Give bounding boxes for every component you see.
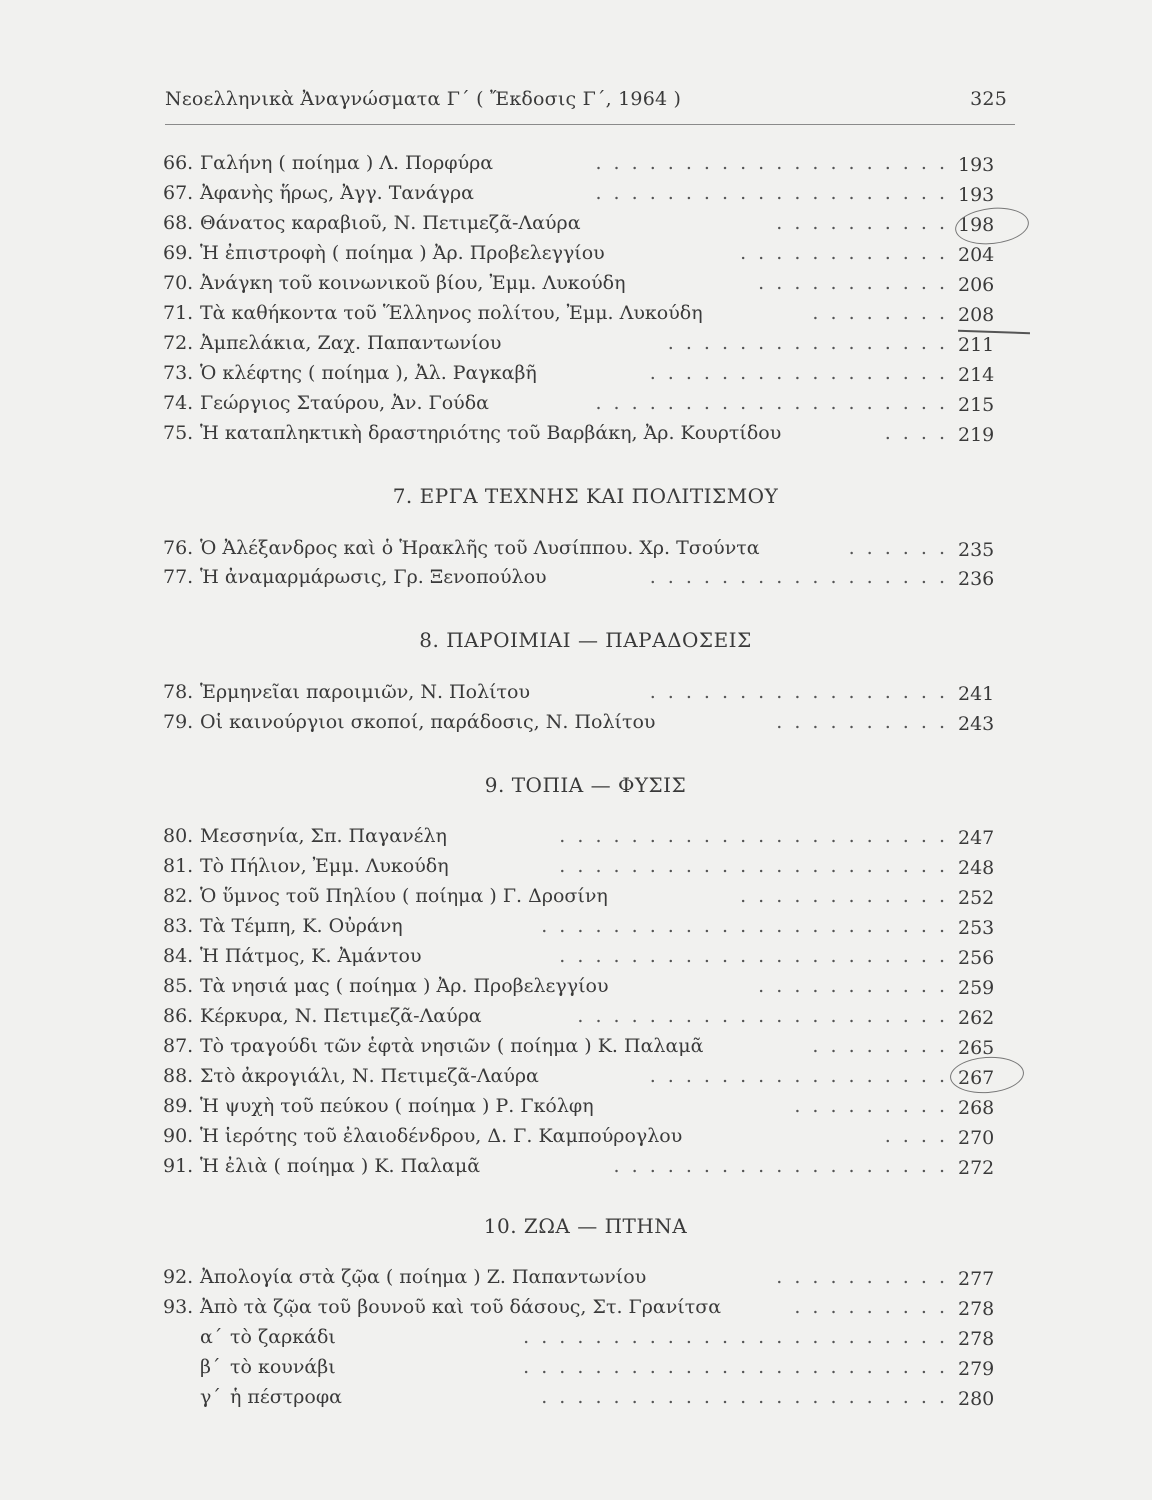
toc-entry [163, 1296, 1008, 1326]
entry-number: 69. [163, 242, 194, 264]
leader-dots: . . . . . . . . . . . . . . . . [667, 332, 948, 354]
toc-entry [163, 711, 1008, 741]
toc-entry [163, 1065, 1008, 1095]
leader-dots: . . . . . . . . . . . . . . . . . . . . [595, 182, 948, 204]
entry-page: 265 [958, 1037, 995, 1059]
entry-number: 70. [163, 272, 194, 294]
entry-title: Κέρκυρα, Ν. Πετιμεζᾶ-Λαύρα [200, 1005, 482, 1027]
entry-page: 243 [958, 713, 995, 735]
leader-dots: . . . . . . . . . . . . . . . . . . . . . . . [541, 1386, 948, 1408]
entry-page: 267 [958, 1067, 995, 1089]
running-header [165, 88, 1015, 110]
toc-entry [163, 1005, 1008, 1035]
entry-title: Ἡ ψυχὴ τοῦ πεύκου ( ποίημα ) Ρ. Γκόλφη [200, 1095, 594, 1117]
subentry-page: 278 [958, 1328, 995, 1350]
entry-page: 215 [958, 394, 995, 416]
leader-dots: . . . . . . . . . . [776, 212, 948, 234]
toc-entry [163, 182, 1008, 212]
entry-page: 211 [958, 334, 995, 356]
subentry-page: 279 [958, 1358, 995, 1380]
entry-page: 256 [958, 947, 995, 969]
leader-dots: . . . . . . . . . [794, 1296, 948, 1318]
toc-entry [163, 1035, 1008, 1065]
entry-number: 89. [163, 1095, 194, 1117]
entry-title: Ἡ ἐπιστροφὴ ( ποίημα ) Ἀρ. Προβελεγγίου [200, 242, 605, 264]
header-title: Νεοελληνικὰ Ἀναγνώσματα Γ´ ( Ἔκδοσις Γ´, 1964 ) [165, 88, 682, 110]
entry-page: 278 [958, 1298, 995, 1320]
entry-page: 208 [958, 304, 995, 326]
entry-title: Οἱ καινούργιοι σκοποί, παράδοσις, Ν. Πολίτου [200, 711, 656, 733]
leader-dots: . . . . . . . . . . . . . . . . . . . . . [577, 1005, 948, 1027]
leader-dots: . . . . . . . . . . . [758, 975, 948, 997]
entry-number: 67. [163, 182, 194, 204]
entry-number: 71. [163, 302, 194, 324]
entry-title: Ἀνάγκη τοῦ κοινωνικοῦ βίου, Ἐμμ. Λυκούδη [200, 272, 626, 294]
entry-title: Ἡ καταπληκτικὴ δραστηριότης τοῦ Βαρβάκη, Ἀρ. Κουρτίδου [200, 422, 782, 444]
entry-page: 268 [958, 1097, 995, 1119]
header-page-number: 325 [970, 88, 1007, 110]
toc-entry [163, 332, 1008, 362]
entry-number: 87. [163, 1035, 194, 1057]
leader-dots: . . . . . . . . . . . . . . . . . . . . . . . . [523, 1356, 948, 1378]
toc-entry [163, 1095, 1008, 1125]
toc-entry [163, 1266, 1008, 1296]
entry-title: Ἀφανὴς ἥρως, Ἀγγ. Τανάγρα [200, 182, 474, 204]
section-heading: 7. ΕΡΓΑ ΤΕΧΝΗΣ ΚΑΙ ΠΟΛΙΤΙΣΜΟΥ [392, 484, 779, 508]
entry-page: 204 [958, 244, 995, 266]
entry-page: 193 [958, 154, 995, 176]
toc-subentry [200, 1386, 1008, 1416]
entry-page: 193 [958, 184, 995, 206]
entry-title: Ἀπὸ τὰ ζῷα τοῦ βουνοῦ καὶ τοῦ δάσους, Στ. Γρανίτσα [200, 1296, 722, 1318]
toc-entry [163, 152, 1008, 182]
subentry-letter: α´ [200, 1326, 223, 1348]
entry-page: 259 [958, 977, 995, 999]
entry-title: Ἡ ἀναμαρμάρωσις, Γρ. Ξενοπούλου [200, 566, 547, 588]
leader-dots: . . . . . . . . . . . . . . . . . [649, 362, 948, 384]
entry-number: 83. [163, 915, 194, 937]
entry-number: 76. [163, 537, 194, 559]
leader-dots: . . . . . . . . . . . . . . . . . . . . . . . . [523, 1326, 948, 1348]
leader-dots: . . . . . . . . . . . . . . . . . [649, 681, 948, 703]
entry-number: 81. [163, 855, 194, 877]
toc-entry [163, 302, 1008, 332]
entry-number: 68. [163, 212, 194, 234]
toc-entry [163, 855, 1008, 885]
leader-dots: . . . . . . . . [812, 302, 948, 324]
entry-title: Θάνατος καραβιοῦ, Ν. Πετιμεζᾶ-Λαύρα [200, 212, 581, 234]
entry-number: 78. [163, 681, 194, 703]
entry-page: 219 [958, 424, 995, 446]
entry-number: 86. [163, 1005, 194, 1027]
toc-entry [163, 885, 1008, 915]
entry-page: 253 [958, 917, 995, 939]
entry-number: 82. [163, 885, 194, 907]
toc-subentry [200, 1356, 1008, 1386]
entry-page: 277 [958, 1268, 995, 1290]
leader-dots: . . . . . . . . . . . . . . . . . . . [613, 1155, 948, 1177]
toc-entry [163, 537, 1008, 567]
leader-dots: . . . . . . . . . . . . . . . . . . . . . . [559, 825, 948, 847]
subentry-page: 280 [958, 1388, 995, 1410]
entry-title: Ὁ κλέφτης ( ποίημα ), Ἀλ. Ραγκαβῆ [200, 362, 537, 384]
leader-dots: . . . . . . . . . . . . . . . . . [649, 1065, 948, 1087]
toc-entry [163, 945, 1008, 975]
toc-entry [163, 1125, 1008, 1155]
leader-dots: . . . . . . . . . [794, 1095, 948, 1117]
subentry-letter: γ´ [200, 1386, 221, 1408]
entry-number: 93. [163, 1296, 194, 1318]
toc-entry [163, 681, 1008, 711]
toc-entry [163, 242, 1008, 272]
entry-title: Τὸ Πήλιον, Ἐμμ. Λυκούδη [200, 855, 449, 877]
subentry-title: τὸ ζαρκάδι [230, 1326, 336, 1348]
toc-entry [163, 422, 1008, 452]
leader-dots: . . . . [884, 1125, 948, 1147]
leader-dots: . . . . . . . . . . . . [740, 885, 948, 907]
entry-page: 252 [958, 887, 995, 909]
entry-title: Τὰ καθήκοντα τοῦ Ἕλληνος πολίτου, Ἐμμ. Λυκούδη [200, 302, 703, 324]
entry-number: 84. [163, 945, 194, 967]
entry-title: Γεώργιος Σταύρου, Ἀν. Γούδα [200, 392, 489, 414]
entry-number: 90. [163, 1125, 194, 1147]
entry-title: Ἡ Πάτμος, Κ. Ἀμάντου [200, 945, 422, 967]
entry-title: Ἡ ἐλιὰ ( ποίημα ) Κ. Παλαμᾶ [200, 1155, 481, 1177]
entry-number: 80. [163, 825, 194, 847]
entry-page: 272 [958, 1157, 995, 1179]
entry-number: 77. [163, 566, 194, 588]
entry-number: 79. [163, 711, 194, 733]
leader-dots: . . . . . . . . . . . . . . . . . . . . . . [559, 855, 948, 877]
header-rule [165, 124, 1015, 125]
leader-dots: . . . . . . . . . . . . . . . . . . . . . . [559, 945, 948, 967]
leader-dots: . . . . . . . . . . . . . . . . . . . . . . . [541, 915, 948, 937]
entry-page: 198 [958, 214, 995, 236]
entry-title: Τὰ νησιά μας ( ποίημα ) Ἀρ. Προβελεγγίου [200, 975, 609, 997]
toc-subentry [200, 1326, 1008, 1356]
toc-entry [163, 566, 1008, 596]
entry-title: Ὁ ὕμνος τοῦ Πηλίου ( ποίημα ) Γ. Δροσίνη [200, 885, 608, 907]
subentry-title: τὸ κουνάβι [230, 1356, 336, 1378]
entry-title: Γαλήνη ( ποίημα ) Λ. Πορφύρα [200, 152, 494, 174]
leader-dots: . . . . . . . . . . [776, 711, 948, 733]
entry-title: Στὸ ἀκρογιάλι, Ν. Πετιμεζᾶ-Λαύρα [200, 1065, 539, 1087]
entry-page: 214 [958, 364, 995, 386]
entry-title: Τὰ Τέμπη, Κ. Οὐράνη [200, 915, 403, 937]
leader-dots: . . . . . . . . . . . . . . . . . . . . [595, 392, 948, 414]
entry-title: Τὸ τραγούδι τῶν ἑφτὰ νησιῶν ( ποίημα ) Κ. Παλαμᾶ [200, 1035, 704, 1057]
toc-entry [163, 825, 1008, 855]
section-heading: 8. ΠΑΡΟΙΜΙΑΙ — ΠΑΡΑΔΟΣΕΙΣ [419, 628, 752, 652]
leader-dots: . . . . . . [848, 537, 948, 559]
section-heading: 10. ΖΩΑ — ΠΤΗΝΑ [483, 1214, 688, 1238]
toc-entry [163, 392, 1008, 422]
entry-page: 241 [958, 683, 995, 705]
entry-number: 66. [163, 152, 194, 174]
leader-dots: . . . . . . . . . . . [758, 272, 948, 294]
section-heading: 9. ΤΟΠΙΑ — ΦΥΣΙΣ [484, 773, 687, 797]
toc-entry [163, 212, 1008, 242]
entry-page: 270 [958, 1127, 995, 1149]
entry-number: 73. [163, 362, 194, 384]
leader-dots: . . . . . . . . [812, 1035, 948, 1057]
subentry-title: ἡ πέστροφα [230, 1386, 342, 1408]
toc-entry [163, 272, 1008, 302]
entry-number: 72. [163, 332, 194, 354]
entry-title: Ὁ Ἀλέξανδρος καὶ ὁ Ἡρακλῆς τοῦ Λυσίππου. Χρ. Τσούντα [200, 537, 760, 559]
leader-dots: . . . . . . . . . . . . [740, 242, 948, 264]
entry-title: Μεσσηνία, Σπ. Παγανέλη [200, 825, 447, 847]
toc-entry [163, 975, 1008, 1005]
entry-number: 92. [163, 1266, 194, 1288]
entry-page: 262 [958, 1007, 995, 1029]
entry-page: 247 [958, 827, 995, 849]
entry-number: 88. [163, 1065, 194, 1087]
entry-page: 235 [958, 539, 995, 561]
leader-dots: . . . . . . . . . . . . . . . . . . . . [595, 152, 948, 174]
toc-entry [163, 362, 1008, 392]
entry-title: Ἡ ἱερότης τοῦ ἐλαιοδένδρου, Δ. Γ. Καμπούρογλου [200, 1125, 683, 1147]
toc-entry [163, 1155, 1008, 1185]
entry-page: 206 [958, 274, 995, 296]
leader-dots: . . . . . . . . . . [776, 1266, 948, 1288]
entry-title: Ἀμπελάκια, Ζαχ. Παπαντωνίου [200, 332, 502, 354]
entry-number: 74. [163, 392, 194, 414]
entry-title: Ἑρμηνεῖαι παροιμιῶν, Ν. Πολίτου [200, 681, 531, 703]
leader-dots: . . . . . . . . . . . . . . . . . [649, 566, 948, 588]
entry-number: 75. [163, 422, 194, 444]
entry-number: 91. [163, 1155, 194, 1177]
toc-entry [163, 915, 1008, 945]
entry-title: Ἀπολογία στὰ ζῷα ( ποίημα ) Ζ. Παπαντωνίου [200, 1266, 647, 1288]
entry-page: 248 [958, 857, 995, 879]
subentry-letter: β´ [200, 1356, 221, 1378]
leader-dots: . . . . [884, 422, 948, 444]
entry-number: 85. [163, 975, 194, 997]
entry-page: 236 [958, 568, 995, 590]
